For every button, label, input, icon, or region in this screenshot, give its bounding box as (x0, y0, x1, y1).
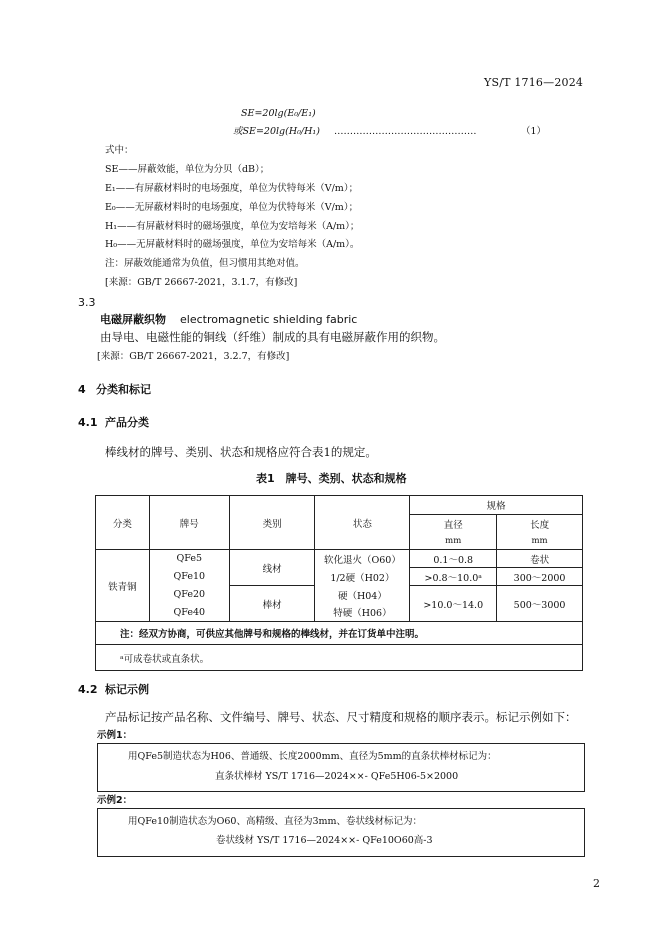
header-length: 长度 (497, 515, 583, 533)
term-definition: 由导电、电磁性能的铜线（纤维）制成的具有电磁屏蔽作用的织物。 (100, 330, 445, 344)
cell-grade: QFe5 (149, 550, 229, 568)
term-english: electromagnetic shielding fabric (180, 313, 358, 326)
cell-state: 软化退火（O60） (315, 550, 410, 568)
example-2-line-2: 卷状线材 YS/T 1716—2024××- QFe10O60高-3 (216, 835, 433, 846)
cell-grade: QFe20 (149, 586, 229, 604)
term-source: [来源：GB/T 26667-2021，3.2.7，有修改] (97, 351, 290, 362)
formula-leader-dots: ……………………………………… (334, 126, 477, 137)
table-footnote: ᵃ可成卷状或直条状。 (96, 645, 583, 671)
cell-length: 卷状 (497, 550, 583, 568)
formula-line-2: 或SE=20lg(H₀/H₁) (233, 126, 320, 137)
definition-item: SE——屏蔽效能，单位为分贝（dB）； (105, 164, 270, 175)
example-2-label: 示例2： (97, 795, 133, 806)
definitions-note: 注：屏蔽效能通常为负值，但习惯用其绝对值。 (105, 258, 305, 269)
cell-diameter: >0.8～10.0ᵃ (410, 568, 497, 586)
section-4-1-body: 棒线材的牌号、类别、状态和规格应符合表1的规定。 (105, 445, 377, 459)
header-diameter: 直径 (410, 515, 497, 533)
formula-equation-number: （1） (521, 126, 547, 137)
header-spec: 规格 (410, 496, 583, 515)
formula-line-1: SE=20lg(E₀/E₁) (241, 108, 316, 119)
section-4-2-number: 4.2 (78, 683, 98, 696)
cell-class: 铁青铜 (96, 550, 150, 622)
example-1-line-1: 用QFe5制造状态为H06、普通级、长度2000mm、直径为5mm的直条状棒材标记为： (128, 751, 497, 762)
header-length-unit: mm (497, 533, 583, 550)
cell-grade: QFe10 (149, 568, 229, 586)
definition-item: H₀——无屏蔽材料时的磁场强度，单位为安培每米（A/m）。 (105, 239, 360, 250)
example-1-line-2: 直条状棒材 YS/T 1716—2024××- QFe5H06-5×2000 (215, 771, 459, 782)
definition-item: E₀——无屏蔽材料时的电场强度，单位为伏特每米（V/m）； (105, 202, 359, 213)
term-number: 3.3 (78, 296, 96, 309)
section-4-1-title: 产品分类 (105, 416, 149, 429)
example-2-line-1: 用QFe10制造状态为O60、高精级、直径为3mm、卷状线材标记为： (128, 816, 423, 827)
header-grade: 牌号 (149, 496, 229, 550)
table-note-text: 注：经双方协商，可供应其他牌号和规格的棒线材，并在订货单中注明。 (120, 629, 425, 640)
document-number: YS/T 1716—2024 (484, 76, 584, 89)
header-diameter-unit: mm (410, 533, 497, 550)
cell-category-rod: 棒材 (229, 586, 315, 622)
definitions-intro: 式中： (105, 145, 134, 156)
section-4-2-title: 标记示例 (105, 683, 149, 696)
cell-length: 300～2000 (497, 568, 583, 586)
spec-table (95, 495, 583, 671)
page-number: 2 (593, 877, 600, 890)
section-4-number: 4 (78, 383, 86, 396)
definition-item: H₁——有屏蔽材料时的磁场强度，单位为安培每米（A/m）； (105, 221, 360, 232)
table-caption: 表1 牌号、类别、状态和规格 (256, 472, 407, 485)
cell-state: 硬（H04） (315, 586, 410, 604)
cell-state: 1/2硬（H02） (315, 568, 410, 586)
header-class: 分类 (96, 496, 150, 550)
cell-length: 500～3000 (497, 586, 583, 622)
example-1-label: 示例1： (97, 730, 133, 741)
header-state: 状态 (315, 496, 410, 550)
cell-category-wire: 线材 (229, 550, 315, 586)
header-category: 类别 (229, 496, 315, 550)
term-chinese: 电磁屏蔽织物 (100, 313, 166, 326)
cell-state: 特硬（H06） (315, 604, 410, 622)
cell-diameter: 0.1～0.8 (410, 550, 497, 568)
cell-grade: QFe40 (149, 604, 229, 622)
cell-diameter: >10.0～14.0 (410, 586, 497, 622)
section-4-1-number: 4.1 (78, 416, 98, 429)
section-4-2-body: 产品标记按产品名称、文件编号、牌号、状态、尺寸精度和规格的顺序表示。标记示例如下： (105, 710, 577, 724)
definitions-source: [来源：GB/T 26667-2021，3.1.7，有修改] (105, 277, 298, 288)
definition-item: E₁——有屏蔽材料时的电场强度，单位为伏特每米（V/m）； (105, 183, 359, 194)
section-4-title: 分类和标记 (96, 383, 151, 396)
table-note (96, 622, 583, 645)
